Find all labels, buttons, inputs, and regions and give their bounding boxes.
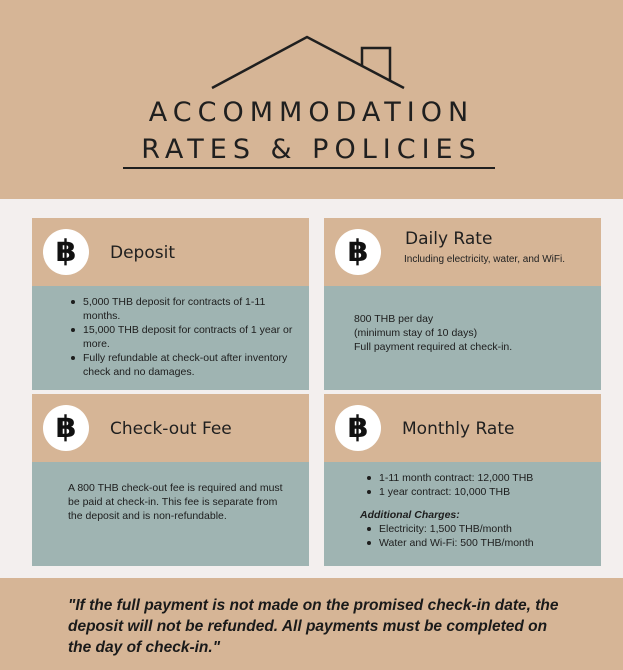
daily-rate-line: (minimum stay of 10 days): [354, 327, 478, 339]
baht-coin-icon: ฿: [335, 229, 381, 275]
daily-rate-line: Full payment required at check-in.: [354, 341, 513, 353]
daily-rate-title: Daily Rate: [405, 229, 493, 249]
deposit-card: [32, 218, 309, 390]
monthly-rate-card: [324, 394, 601, 566]
daily-rate-card: [324, 218, 601, 390]
list-item: 1-11 month contract: 12,000 THB: [364, 471, 585, 485]
monthly-rate-list: [364, 471, 585, 499]
footer-banner: [0, 578, 623, 670]
list-item: 15,000 THB deposit for contracts of 1 year or more.: [68, 323, 293, 351]
daily-rate-card-header: [324, 218, 601, 286]
checkout-fee-text: A 800 THB check-out fee is required and must be paid at check-in. This fee is separate from the deposit and is non-refundable.: [68, 482, 283, 522]
additional-charges-list: [364, 522, 585, 550]
list-item: Fully refundable at check-out after inventory check and no damages.: [68, 351, 293, 379]
checkout-fee-title: Check-out Fee: [110, 419, 232, 439]
list-item: Water and Wi-Fi: 500 THB/month: [364, 536, 585, 550]
page-title-line1: ACCOMMODATION: [148, 97, 475, 128]
daily-rate-line: 800 THB per day: [354, 313, 434, 325]
list-item: 5,000 THB deposit for contracts of 1-11 months.: [68, 295, 293, 323]
checkout-fee-card-header: [32, 394, 309, 462]
monthly-rate-title: Monthly Rate: [402, 419, 515, 439]
monthly-rate-card-header: [324, 394, 601, 462]
page-title-line2: RATES & POLICIES: [141, 134, 482, 165]
daily-rate-subtitle: Including electricity, water, and WiFi.: [404, 254, 565, 265]
daily-rate-card-body: [324, 286, 601, 390]
deposit-card-body: [32, 286, 309, 390]
header-banner: [0, 0, 623, 199]
deposit-title: Deposit: [110, 243, 175, 263]
baht-coin-icon: ฿: [43, 405, 89, 451]
additional-charges-label: Additional Charges:: [360, 509, 460, 521]
baht-coin-icon: ฿: [335, 405, 381, 451]
list-item: Electricity: 1,500 THB/month: [364, 522, 585, 536]
payment-policy-note: "If the full payment is not made on the promised check-in date, the deposit will not be refunded. All payments must be completed on the day of check-in.": [68, 597, 559, 656]
monthly-rate-card-body: [324, 462, 601, 566]
title-divider: [123, 167, 495, 169]
list-item: 1 year contract: 10,000 THB: [364, 485, 585, 499]
checkout-fee-card: [32, 394, 309, 566]
deposit-list: [68, 295, 293, 379]
checkout-fee-card-body: [32, 462, 309, 566]
deposit-card-header: [32, 218, 309, 286]
baht-coin-icon: ฿: [43, 229, 89, 275]
house-roof-icon: [0, 0, 623, 100]
